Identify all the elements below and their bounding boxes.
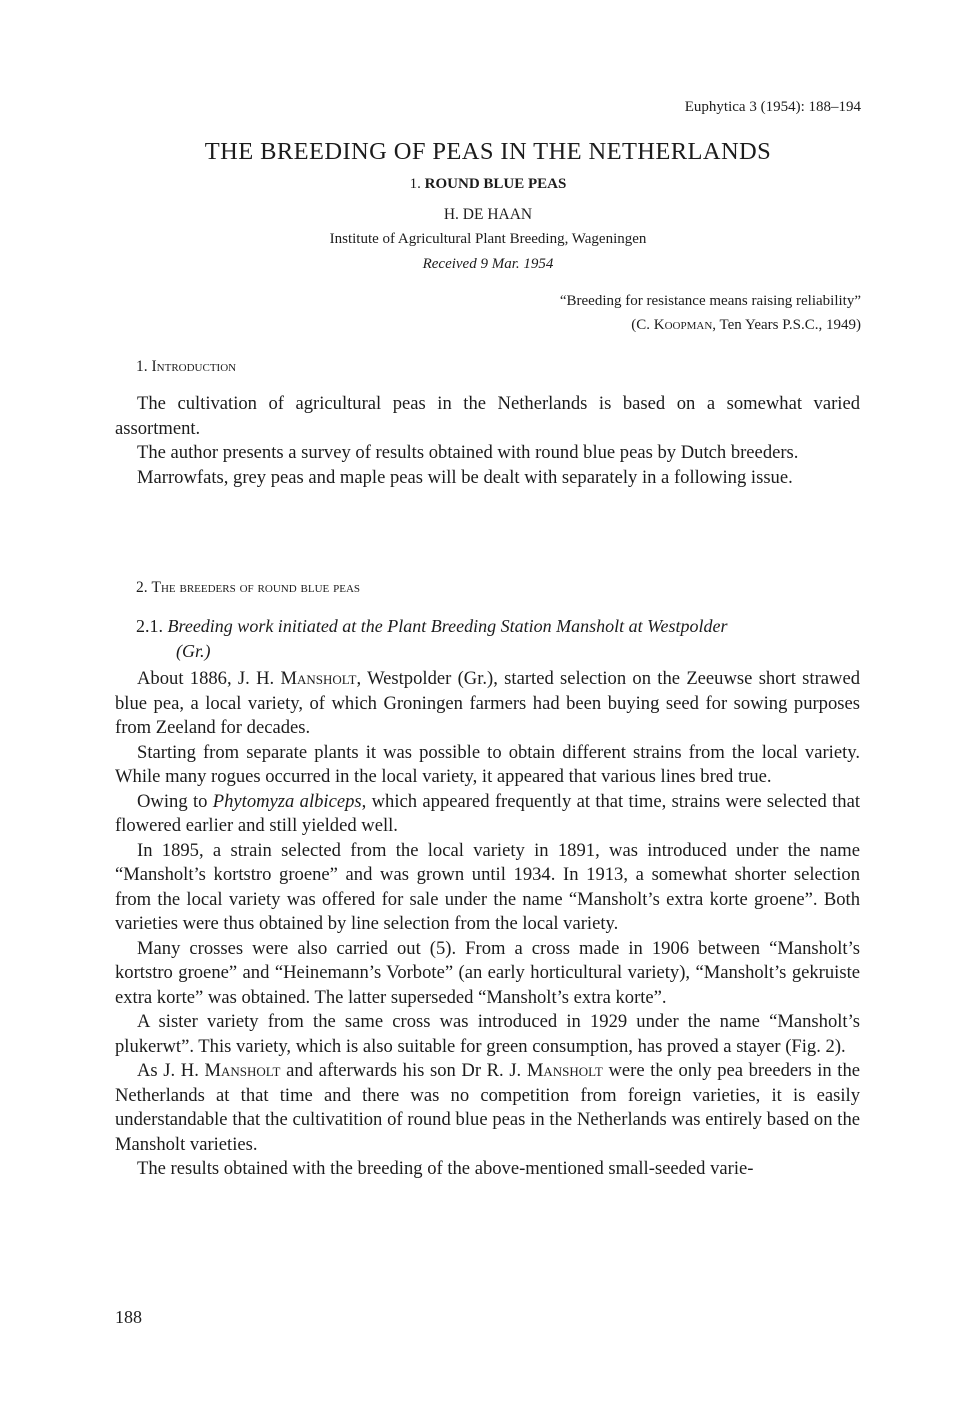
paragraph: In 1895, a strain selected from the local variety in 1891, was introduced under the name “Mansholt’s kortstro groene” and was grown until 1934. In 1913, a somewhat shorter selection from the local variety was offered for sale under the name “Mansholt’s extra korte groene”. Both varieties were thus obtained by line selection from the local variety.: [115, 839, 860, 934]
section-title: Introduction: [151, 358, 237, 375]
text-run: About 1886, J. H.: [137, 668, 281, 689]
text-run: , Westpolder (Gr.), started selection on the Zeeuwse short strawed blue pea, a local variety, of which Groningen farmers had been buying seed for sowing purposes from Zeeland for decades.: [115, 668, 860, 738]
paragraph: Starting from separate plants it was possible to obtain different strains from the local variety. While many rogues occurred in the local variety, it appeared that various lines bred true.: [115, 741, 860, 787]
text-run: Owing to: [137, 790, 213, 812]
subtitle-number: 1.: [409, 176, 421, 192]
text-run: were the only pea breeders in the Netherlands at that time and there was no competition from foreign varieties, it is easily understandable that the cultivatition of round blue peas in the Netherlands was entirely based on the Mansholt varieties.: [115, 1060, 861, 1155]
article-title: THE BREEDING OF PEAS IN THE NETHERLANDS: [204, 138, 772, 165]
paragraph: The author presents a survey of results obtained with round blue peas by Dutch breeders.: [137, 442, 799, 463]
paragraph: The results obtained with the breeding of the above-mentioned small-seeded varie-: [137, 1158, 754, 1179]
page-number: 188: [115, 1307, 142, 1327]
paragraph: A sister variety from the same cross was introduced in 1929 under the name “Mansholt’s plukerwt”. This variety, which is also suitable for green consumption, has proved a stayer (Fig. 2).: [115, 1011, 860, 1057]
paragraph: [115, 1059, 860, 1157]
subsection-number: 2.1.: [136, 616, 163, 636]
paragraph: The cultivation of agricultural peas in the Netherlands is based on a somewhat varied assortment.: [115, 393, 860, 439]
paragraph: [115, 667, 860, 741]
text-run: and afterwards his son Dr R. J.: [280, 1060, 527, 1081]
person-name: Mansholt: [204, 1060, 281, 1081]
epigraph-quote: “Breeding for resistance means raising reliability”: [559, 293, 861, 309]
text-run: As J. H.: [137, 1060, 205, 1081]
paragraph: Marrowfats, grey peas and maple peas will be dealt with separately in a following issue.: [137, 466, 793, 488]
subsection-title-line2: (Gr.): [176, 641, 211, 661]
person-name: Mansholt: [526, 1060, 603, 1081]
section-title: The breeders of round blue peas: [151, 579, 361, 596]
section-heading-introduction: [136, 358, 236, 376]
subsection-title-line1: Breeding work initiated at the Plant Breeding Station Mansholt at Westpolder: [167, 616, 728, 636]
breeders-body: [115, 667, 860, 1182]
introduction-body: [115, 392, 860, 490]
paragraph: [115, 790, 860, 839]
text-run: , which appeared frequently at that time, strains were selected that flowered earlier and still yielded well.: [115, 790, 861, 836]
journal-citation: Euphytica 3 (1954): 188–194: [684, 99, 861, 115]
author-name: H. DE HAAN: [443, 206, 533, 223]
person-name: Mansholt: [280, 668, 357, 689]
section-number: 2.: [136, 579, 152, 596]
subsection-heading: [136, 614, 862, 664]
article-subtitle: [0, 176, 976, 193]
author-affiliation: Institute of Agricultural Plant Breeding, Wageningen: [329, 231, 647, 247]
section-heading-breeders: [136, 579, 360, 597]
species-name: Phytomyza albiceps: [212, 790, 362, 812]
epigraph-source-rest: , Ten Years P.S.C., 1949): [712, 317, 861, 333]
epigraph-source: [560, 313, 861, 337]
epigraph-source-open: (C.: [631, 317, 654, 333]
subtitle-text: ROUND BLUE PEAS: [424, 176, 567, 192]
section-number: 1.: [136, 358, 152, 375]
paragraph: Many crosses were also carried out (5). From a cross made in 1906 between “Mansholt’s kortstro groene” and “Heinemann’s Vorbote” (an early horticultural variety), “Mansholt’s gekruiste extra korte” was obtained. The latter superseded “Mansholt’s extra korte”.: [115, 937, 860, 1008]
received-date: Received 9 Mar. 1954: [422, 256, 554, 272]
epigraph: [560, 289, 861, 337]
epigraph-source-name: Koopman: [653, 317, 713, 333]
